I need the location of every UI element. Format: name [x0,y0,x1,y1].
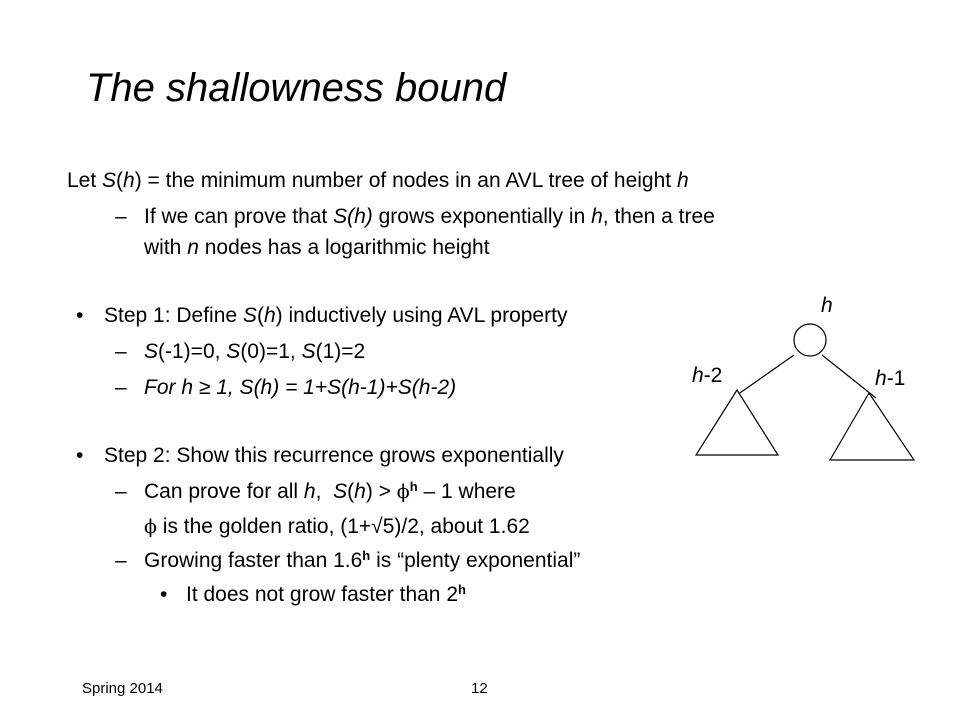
left-subtree-triangle [696,390,778,455]
page-number: 12 [471,680,488,697]
sub-dash: – [115,205,127,228]
recurrence-line: For h ≥ 1, S(h) = 1+S(h-1)+S(h-2) [144,376,457,399]
superscript: h [409,479,418,494]
text-run: ) > [365,480,397,503]
avl-tree-diagram [690,285,930,470]
sub-line-1b [144,236,490,260]
text-run: h [303,480,316,503]
sub-dash: – [115,549,127,572]
text-run: S [242,304,257,327]
text-run: Step 1: Define [104,304,243,327]
step1-line [104,304,567,328]
text-run: S [226,340,241,363]
text-run: h [354,480,366,503]
text-run: nodes has a logarithmic height [198,236,490,259]
superscript: h [362,548,371,563]
text-run: n [187,236,199,259]
sub-dash: – [115,340,127,363]
text-run: h [591,205,603,228]
text-run: h [123,169,135,192]
text-run: ( [347,480,355,503]
text-run: If we can prove that [144,205,334,228]
text-run: Growing faster than 1.6 [144,549,363,572]
text-run: is “plenty exponential” [370,549,581,572]
slide-title: The shallowness bound [86,66,507,110]
text-run: S [333,480,348,503]
left-edge [737,355,794,395]
text-run: S(h) [333,205,373,228]
root-height-label: h [821,294,833,317]
sub-dash: – [115,480,127,503]
left-subtree-label [692,364,722,387]
text-run: grows exponentially in [372,205,592,228]
text-run: ( [116,169,124,192]
text-run: S [301,340,316,363]
superscript: h [458,582,466,597]
sub-line-1a [144,205,715,229]
growth-line [144,549,580,573]
golden-ratio-line [144,515,530,539]
bullet: • [160,583,168,606]
bullet: • [76,444,84,467]
bullet: • [76,304,84,327]
text-run: -2 [703,364,723,387]
text-run: , [315,480,334,503]
text-run: S [102,169,117,192]
proof-line [144,480,516,504]
phi-symbol: ϕ [396,481,410,503]
phi-symbol: ϕ [144,516,157,538]
text-run: ( [256,304,264,327]
text-run: It does not grow faster than 2 [186,583,458,606]
right-subtree-label [875,367,905,390]
text-run: , then a tree [602,205,715,228]
upper-bound-line [186,583,466,607]
text-run: h [676,169,689,192]
text-run: (-1)=0, [158,340,227,363]
text-run: ) = the minimum number of nodes in an AVL tree of height [134,169,677,192]
text-run: (0)=1, [240,340,302,363]
footer-date: Spring 2014 [82,680,163,697]
text-run: ) inductively using AVL property [275,304,568,327]
right-subtree-triangle [830,393,914,460]
text-run: with [144,236,188,259]
base-cases-line [144,340,365,364]
text-run: S [144,340,159,363]
text-run: is the golden ratio, (1+√5)/2, about 1.62 [156,515,530,538]
text-run: h [692,364,704,387]
sub-dash: – [115,376,127,399]
text-run: h [263,304,276,327]
text-run: – 1 where [417,480,516,503]
step2-line: Step 2: Show this recurrence grows exponentially [104,444,564,467]
text-run: Let [67,169,103,192]
text-run: (1)=2 [315,340,366,363]
right-edge [822,355,876,398]
text-run: -1 [886,367,906,390]
root-node [794,324,826,356]
text-run: Can prove for all [144,480,304,503]
intro-line [67,169,689,193]
text-run: h [875,367,887,390]
